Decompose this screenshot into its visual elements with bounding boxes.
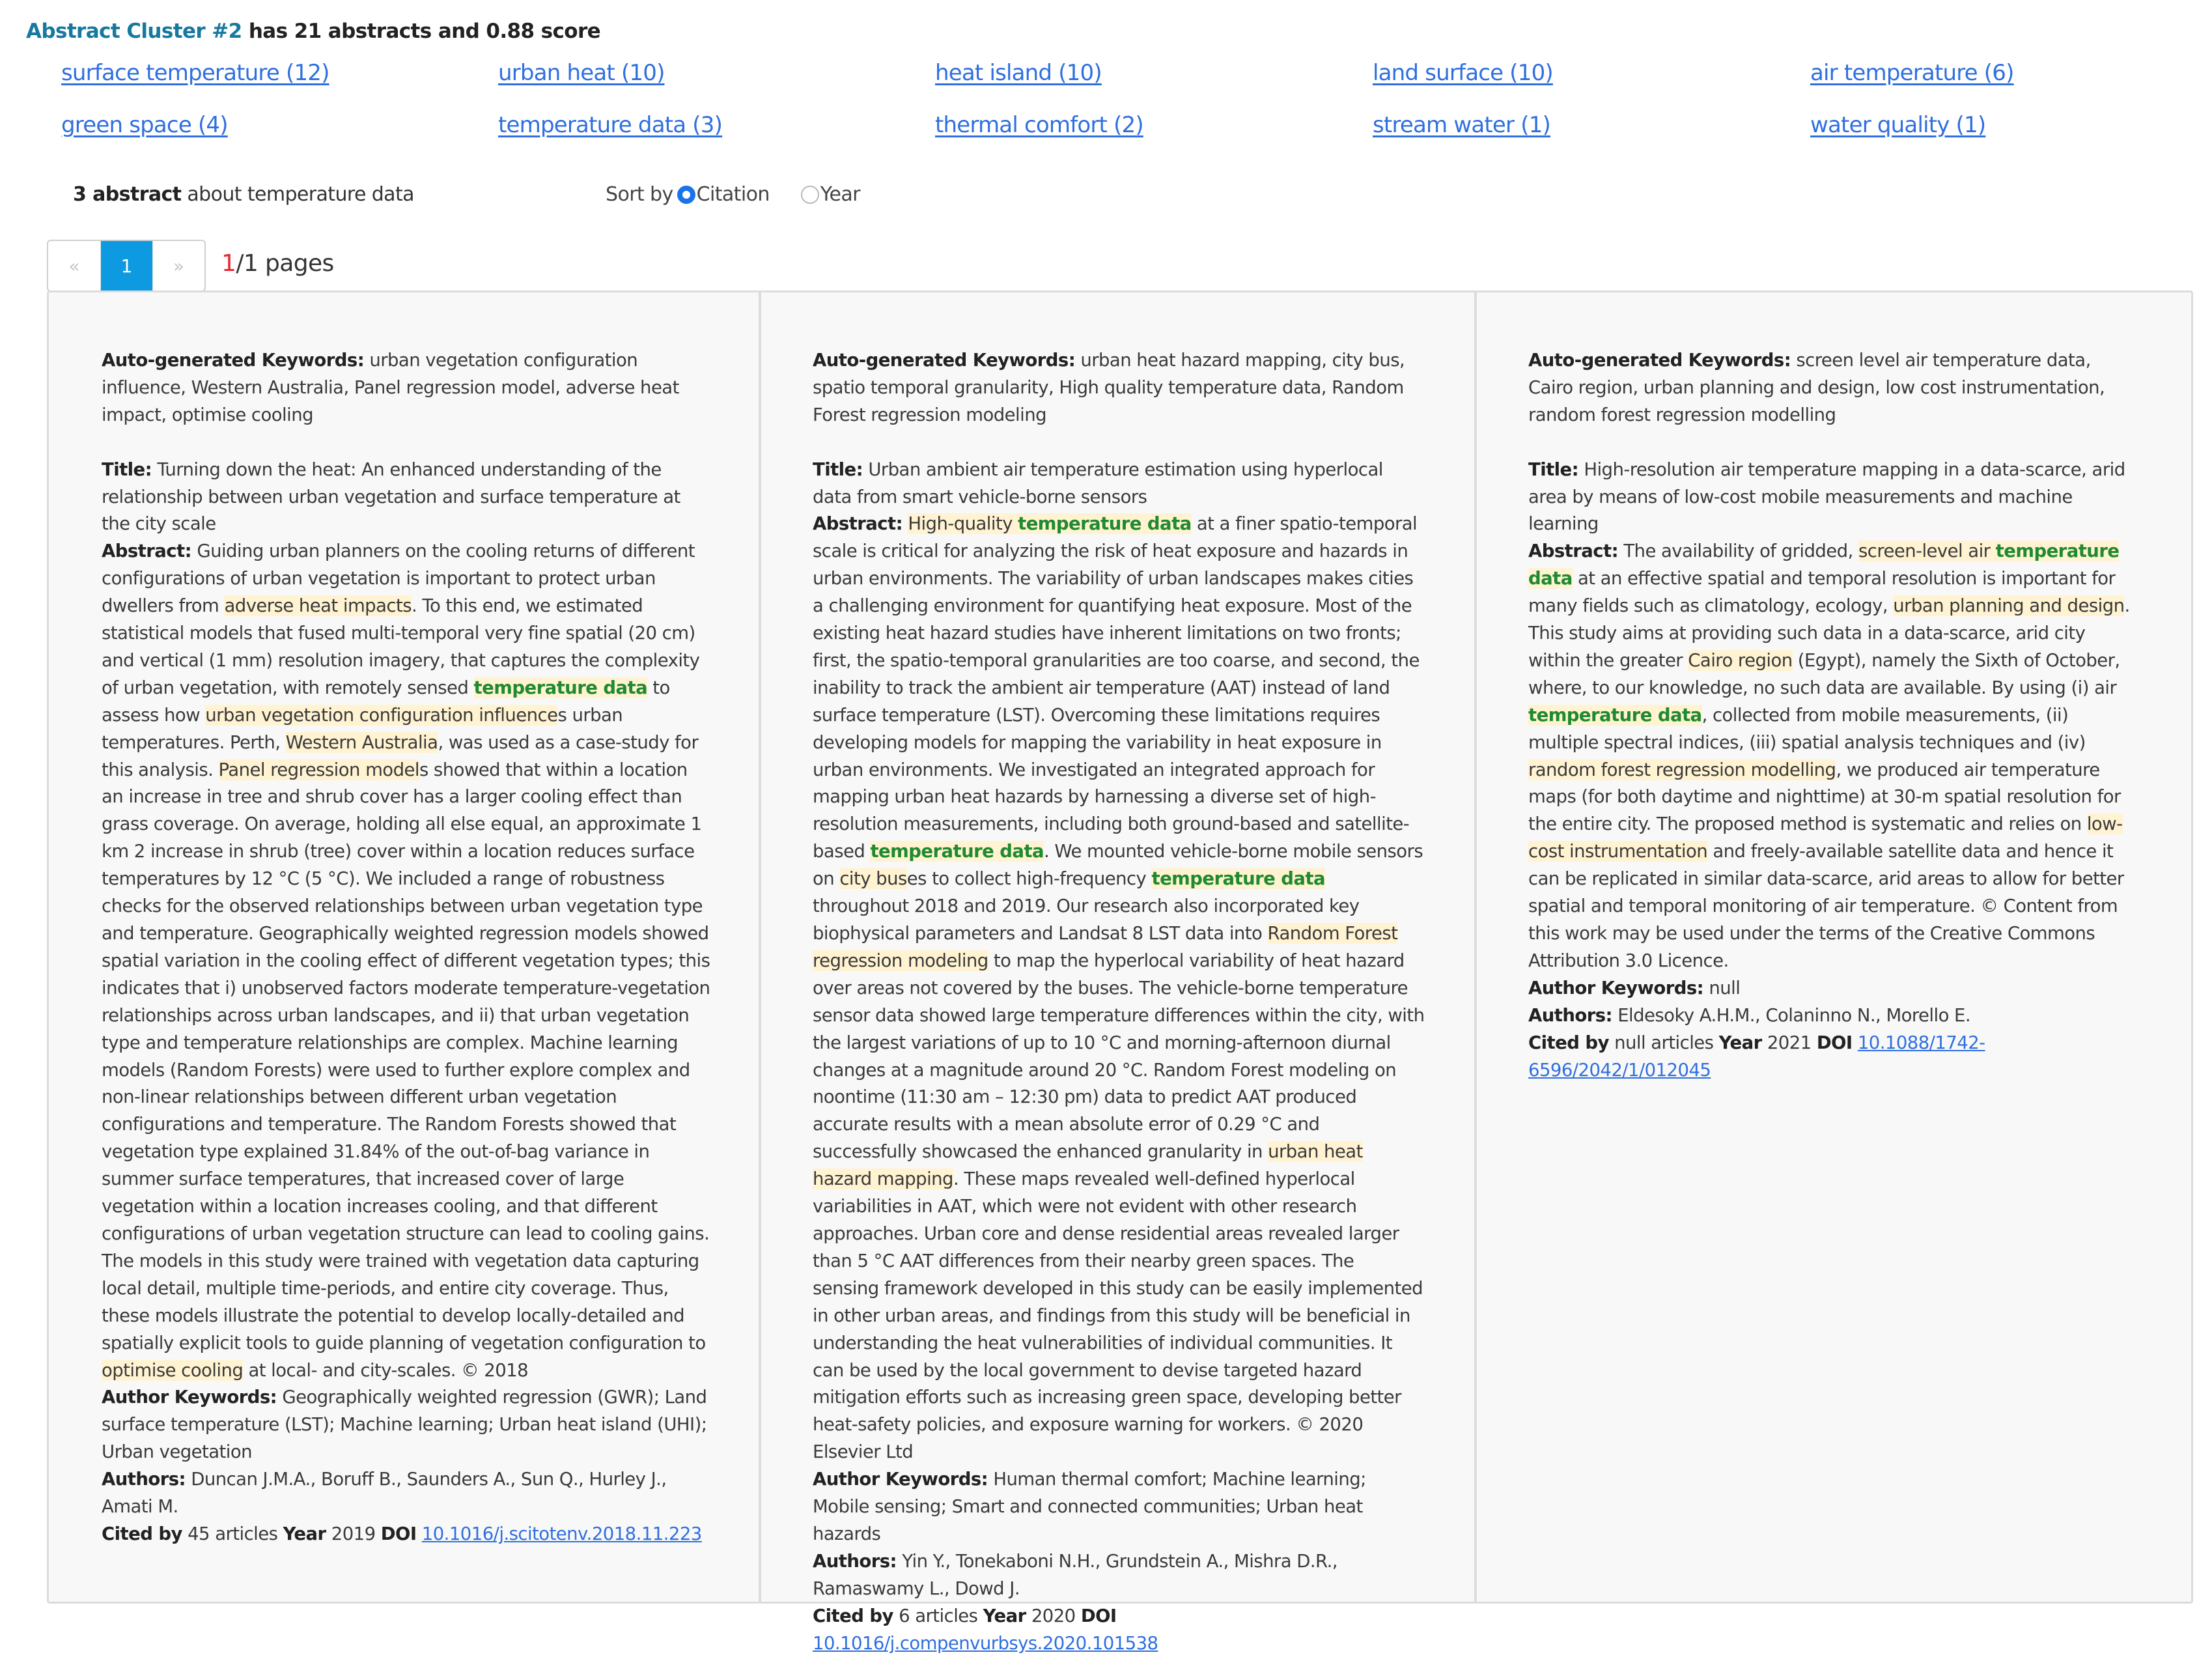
doi-link[interactable]: 10.1016/j.compenvurbsys.2020.101538 [813, 1632, 1158, 1654]
abstract-segment: to assess how [102, 677, 670, 726]
result-count [73, 183, 414, 206]
abstract-segment: at a finer spatio-temporal scale is critical for analyzing the risk of heat exposure and hazards in urban environments. The variability of urban landscapes makes cities a challenging environment for quantifying heat exposure. Most of the existing heat hazard studies have inherent limitations on two fronts; first, the spatio-temporal granularities are too coarse, and second, the inability to track the ambient air temperature (AAT) instead of land surface temperature (LST). Overcoming these limitations requires developing models for mapping the variability in heat exposure in urban environments. We investigated an integrated approach for mapping urban heat hazards by harnessing a diverse set of high-resolution measurements, including both ground-based and satellite-based [813, 513, 1420, 862]
abstract-label: Abstract: [1528, 541, 1619, 562]
sort-option-year-label: Year [820, 183, 860, 206]
abstract-text [102, 538, 714, 1384]
keyword-link-stream-water[interactable]: stream water (1) [1373, 112, 1550, 138]
highlighted-keyword: urban heat hazard mapping [813, 1141, 1363, 1190]
abstract-segment: . These maps revealed well-defined hyperlocal variabilities in AAT, which were not evident with other research approaches. Urban core and dense residential areas revealed larger than 5 °C AAT differences from their nearby green spaces. The sensing framework developed in this study can be easily implemented in other urban areas, and findings from this study will be beneficial in understanding the heat vulnerabilities of individual communities. It can be used by the local government to devise targeted hazard mitigation efforts such as increasing green space, developing better heat-safety policies, and exposure warning for workers. © 2020 Elsevier Ltd [813, 1168, 1423, 1463]
current-page-number: 1 [221, 250, 236, 277]
abstract-segment: at local- and city-scales. © 2018 [243, 1359, 529, 1381]
abstract-card [49, 292, 759, 1602]
year-label: Year [1718, 1032, 1762, 1053]
abstract-text [813, 511, 1425, 1466]
auto-keywords-label: Auto-generated Keywords: [1528, 350, 1791, 371]
result-count-number: 3 abstract [73, 183, 182, 206]
abstract-segment: es to collect high-frequency [906, 868, 1152, 890]
year-value: 2020 [1031, 1605, 1076, 1626]
year-value: 2021 [1767, 1032, 1812, 1053]
keyword-link-temperature-data[interactable]: temperature data (3) [498, 112, 723, 138]
abstract-label: Abstract: [813, 513, 903, 535]
author-keywords-value: null [1709, 977, 1741, 998]
year-label: Year [983, 1605, 1026, 1626]
page-indicator [221, 250, 334, 277]
highlighted-keyword: Panel regression model [218, 759, 419, 780]
title-label: Title: [813, 459, 863, 480]
radio-selected-icon[interactable] [677, 186, 695, 204]
abstract-content [813, 347, 1425, 1657]
highlighted-query-term: temperature data [1528, 704, 1702, 726]
authors [813, 1548, 1425, 1603]
abstract-text [1528, 538, 2140, 975]
citation-meta [813, 1603, 1425, 1657]
abstract-segment: , was used as a case-study for this analysis. [102, 731, 699, 780]
doi-label: DOI [380, 1523, 417, 1544]
pagination [47, 240, 206, 292]
abstract-segment: throughout 2018 and 2019. Our research also incorporated key biophysical parameters and Landsat 8 LST data into [813, 896, 1360, 944]
abstract-segment: (Egypt), namely the Sixth of October, where, to our knowledge, no such data are available. By using (i) air [1528, 649, 2120, 698]
doi-label: DOI [1816, 1032, 1853, 1053]
spacer [1528, 429, 2140, 457]
cited-by-label: Cited by [813, 1605, 893, 1626]
paper-title [1528, 457, 2140, 539]
auto-keywords [1528, 347, 2140, 429]
radio-unselected-icon[interactable] [801, 186, 819, 204]
auto-keywords-value: urban heat hazard mapping, city bus, spatio temporal granularity, High quality temperature data, Random Forest regression modeling [813, 350, 1405, 425]
pagination-next-button[interactable]: » [152, 241, 204, 290]
abstract-content [1528, 347, 2140, 1084]
cluster-header [26, 20, 600, 43]
auto-keywords-label: Auto-generated Keywords: [102, 350, 365, 371]
author-keywords-value: Geographically weighted regression (GWR); Land surface temperature (LST); Machine learning; Urban heat island (UHI); Urban vegetation [102, 1387, 707, 1463]
author-keywords [813, 1466, 1425, 1548]
authors-value: Yin Y., Tonekaboni N.H., Grundstein A., Mishra D.R., Ramaswamy L., Dowd J. [813, 1550, 1337, 1599]
total-pages-label: /1 pages [236, 250, 334, 277]
author-keywords-label: Author Keywords: [102, 1387, 277, 1408]
highlighted-query-term: temperature data [870, 841, 1044, 862]
cited-by-label: Cited by [102, 1523, 182, 1544]
title-label: Title: [102, 459, 152, 480]
abstract-segment: and freely-available satellite data and hence it can be replicated in similar data-scarce, arid areas to allow for better spatial and temporal monitoring of air temperature. © Content from this work may be used under the terms of the Creative Commons Attribution 3.0 Licence. [1528, 841, 2124, 971]
highlighted-query-term: temperature data [1018, 513, 1192, 535]
abstract-segment: to map the hyperlocal variability of heat hazard over areas not covered by the buses. The vehicle-borne temperature sensor data showed large temperature differences within the city, with the largest variations of up to 10 °C and morning-afternoon diurnal changes at a magnitude around 20 °C. Random Forest modeling on noontime (11:30 am – 12:30 pm) data to predict AAT produced accurate results with a mean absolute error of 0.29 °C and successfully showcased the enhanced granularity in [813, 950, 1425, 1163]
spacer [813, 429, 1425, 457]
highlighted-keyword: Random Forest regression modeling [813, 923, 1398, 971]
highlighted-keyword: city bus [839, 868, 907, 890]
citation-meta [1528, 1030, 2140, 1084]
doi-link[interactable]: 10.1088/1742-6596/2042/1/012045 [1528, 1032, 1985, 1081]
abstract-segment: s showed that within a location an increase in tree and shrub cover has a larger cooling effect than grass coverage. On average, holding all else equal, an approximate 1 km 2 increase in shrub (tree) cover within a location reduces surface temperatures by 12 °C (5 °C). We included a range of robustness checks for the observed relationships between urban vegetation type and temperature. Geographically weighted regression models showed spatial variation in the cooling effect of different vegetation types; this indicates that i) unobserved factors moderate temperature-vegetation relationships across urban landscapes, and ii) that urban vegetation type and temperature relationships are complex. Machine learning models (Random Forests) were used to further explore complex and non-linear relationships between different urban vegetation configurations and temperature. The Random Forests showed that vegetation type explained 31.84% of the out-of-bag variance in summer surface temperatures, that increased cover of large vegetation within a location increases cooling, and that different configurations of urban vegetation structure can lead to cooling gains. The models in this study were trained with vegetation data capturing local detail, multiple time-periods, and entire city coverage. Thus, these models illustrate the potential to develop locally-detailed and spatially explicit tools to guide planning of vegetation configuration to [102, 759, 710, 1353]
sort-option-citation-label: Citation [696, 183, 770, 206]
abstract-segment: , we produced air temperature maps (for both daytime and nighttime) at 30-m spatial resolution for the entire city. The proposed method is systematic and relies on [1528, 759, 2121, 835]
cluster-summary: has 21 abstracts and 0.88 score [248, 20, 601, 43]
title-value: Turning down the heat: An enhanced understanding of the relationship between urban vegetation and surface temperature at the city scale [102, 459, 680, 535]
highlighted-keyword: screen-level air [1858, 541, 1996, 562]
abstract-card [1474, 292, 2191, 1602]
abstract-label: Abstract: [102, 541, 192, 562]
sort-control [606, 183, 860, 206]
authors-label: Authors: [813, 1550, 897, 1572]
author-keywords-value: Human thermal comfort; Machine learning; Mobile sensing; Smart and connected communities; Urban heat hazards [813, 1469, 1366, 1544]
keyword-link-air-temperature[interactable]: air temperature (6) [1810, 60, 2014, 86]
keyword-link-thermal-comfort[interactable]: thermal comfort (2) [935, 112, 1143, 138]
keyword-links [61, 57, 2145, 141]
auto-keywords-label: Auto-generated Keywords: [813, 350, 1076, 371]
sort-option-year[interactable] [797, 183, 860, 206]
authors-label: Authors: [102, 1469, 186, 1490]
keyword-link-urban-heat[interactable]: urban heat (10) [498, 60, 665, 86]
abstract-segment: Guiding urban planners on the cooling returns of different configurations of urban vegetation is important to protect urban dwellers from [102, 541, 695, 617]
highlighted-query-term: temperature data [473, 677, 648, 698]
author-keywords-label: Author Keywords: [1528, 977, 1704, 998]
keyword-link-surface-temperature[interactable]: surface temperature (12) [61, 60, 329, 86]
abstract-segment: s urban temperatures. Perth, [102, 704, 623, 753]
pagination-page-1[interactable]: 1 [100, 241, 152, 290]
abstract-segment: . To this end, we estimated statistical models that fused multi-temporal very fine spatial (20 cm) and vertical (1 mm) resolution imagery, that captures the complexity of urban vegetation, with remotely sensed [102, 595, 700, 698]
highlighted-keyword: optimise cooling [102, 1359, 244, 1381]
author-keywords [102, 1384, 714, 1466]
pagination-prev-button[interactable]: « [68, 255, 80, 277]
doi-label: DOI [1080, 1605, 1117, 1626]
auto-keywords-value: urban vegetation configuration influence, Western Australia, Panel regression model, adverse heat impact, optimise cooling [102, 350, 679, 425]
keyword-link-land-surface[interactable]: land surface (10) [1373, 60, 1553, 86]
abstract-card [759, 292, 1474, 1654]
authors-value: Eldesoky A.H.M., Colaninno N., Morello E. [1617, 1004, 1971, 1026]
spacer [102, 429, 714, 457]
highlighted-keyword: High-quality [908, 513, 1018, 535]
year-value: 2019 [331, 1523, 376, 1544]
title-label: Title: [1528, 459, 1579, 480]
authors-label: Authors: [1528, 1004, 1613, 1026]
highlighted-keyword: random forest regression modelling [1528, 759, 1836, 780]
highlighted-keyword: adverse heat impacts [224, 595, 412, 617]
sort-label: Sort by [606, 183, 673, 206]
auto-keywords-value: screen level air temperature data, Cairo region, urban planning and design, low cost instrumentation, random forest regression modelling [1528, 350, 2105, 425]
highlighted-query-term: temperature data [1151, 868, 1326, 890]
cited-by-count: 6 [899, 1605, 910, 1626]
cluster-name: Abstract Cluster #2 [26, 20, 242, 43]
result-count-topic: about temperature data [181, 183, 414, 206]
auto-keywords [102, 347, 714, 429]
paper-title [102, 457, 714, 539]
keyword-link-water-quality[interactable]: water quality (1) [1810, 112, 1986, 138]
highlighted-keyword: urban vegetation configuration influence [205, 704, 558, 726]
sort-option-citation[interactable] [673, 183, 770, 206]
abstract-segment: The availability of gridded, [1623, 541, 1858, 562]
abstract-segment: . This study aims at providing such data in a data-scarce, arid city within the greater [1528, 595, 2130, 671]
title-value: High-resolution air temperature mapping in a data-scarce, arid area by means of low-cost mobile measurements and machine learning [1528, 459, 2125, 535]
doi-link[interactable]: 10.1016/j.scitotenv.2018.11.223 [421, 1523, 702, 1544]
citation-meta [102, 1521, 714, 1548]
authors [1528, 1002, 2140, 1030]
articles-label: articles [915, 1605, 978, 1626]
author-keywords-label: Author Keywords: [813, 1469, 988, 1490]
authors-value: Duncan J.M.A., Boruff B., Saunders A., Sun Q., Hurley J., Amati M. [102, 1469, 667, 1518]
keyword-link-heat-island[interactable]: heat island (10) [935, 60, 1102, 86]
highlighted-keyword: low-cost instrumentation [1528, 814, 2123, 862]
articles-label: articles [215, 1523, 278, 1544]
highlighted-query-term: temperature data [1528, 541, 2120, 589]
keyword-link-green-space[interactable]: green space (4) [61, 112, 228, 138]
highlighted-keyword: Cairo region [1688, 649, 1793, 671]
year-label: Year [283, 1523, 326, 1544]
abstract-segment: . We mounted vehicle-borne mobile sensors on [813, 841, 1423, 890]
authors [102, 1466, 714, 1521]
abstract-segment: , collected from mobile measurements, (ii) multiple spectral indices, (iii) spatial analysis techniques and (iv) [1528, 704, 2086, 753]
cited-by-count: null [1614, 1032, 1646, 1053]
abstract-segment: at an effective spatial and temporal resolution is important for many fields such as climatology, ecology, [1528, 568, 2116, 617]
abstracts-panel [47, 290, 2193, 1654]
cited-by-count: 45 [188, 1523, 210, 1544]
highlighted-keyword: urban planning and design [1893, 595, 2125, 617]
author-keywords [1528, 975, 2140, 1002]
cited-by-label: Cited by [1528, 1032, 1609, 1053]
title-value: Urban ambient air temperature estimation using hyperlocal data from smart vehicle-borne sensors [813, 459, 1383, 507]
auto-keywords [813, 347, 1425, 429]
articles-label: articles [1651, 1032, 1714, 1053]
paper-title [813, 457, 1425, 511]
highlighted-keyword: Western Australia [285, 731, 438, 753]
abstract-content [102, 347, 714, 1548]
